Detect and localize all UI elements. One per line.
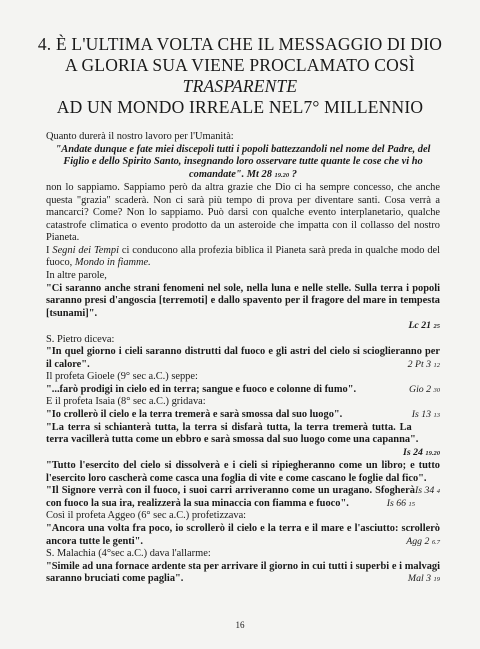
quote-isaiah-13-text: "Io crollerò il cielo e la terra tremerà e sarà smossa dal suo luogo". [46, 409, 343, 421]
paragraph-1: non lo sappiamo. Sappiamo però da altra grazie che Dio ci ha sempre concesso, che anche questa "grazia" scaderà. Non ci sarà più tempo di prova per diventare santi. Cosa verrà a mancarci? Come? Non lo sappiamo. Può darsi con qualche evento interplanetario, qualche catastrofe climatica o evento prodotto da un asteroide che impatta con il collasso del nostro Pianeta. [46, 182, 440, 244]
title-line-2: A GLORIA SUA VIENE PROCLAMATO COSÌ [65, 55, 415, 75]
paragraph-2-a: I [46, 244, 53, 256]
malachi-intro: S. Malachia (4°sec a.C.) dava l'allarme: [46, 548, 211, 560]
quote-peter-ref-text: 2 Pt 3 [407, 358, 432, 370]
quote-matthew-ref-sub: 19.20 [274, 171, 290, 179]
quote-isaiah-13-ref-text: Is 13 [411, 409, 432, 421]
paragraph-2-c: ci conducono alla profezia biblica il Pianeta sarà preda in qualche modo del fuoco, [46, 244, 441, 269]
haggai-intro: Così il profeta Aggeo (6° sec a.C.) profetizzava: [46, 510, 247, 522]
quote-peter [46, 346, 440, 371]
quote-haggai [46, 523, 440, 548]
quote-luke-ref-text: Lc 21 [408, 320, 432, 332]
peter-intro: S. Pietro diceva: [46, 333, 115, 345]
joel-intro: Il profeta Gioele (9° sec a.C.) seppe: [46, 371, 198, 383]
quote-isaiah-34-ref [415, 485, 440, 499]
quote-malachi-text: "Simile ad una fornace ardente sta per arrivare il giorno in cui tutti i superbi e i malvagi saranno bruciati come paglia". [46, 560, 440, 585]
intro-line: Quanto durerà il nostro lavoro per l'Umanità: [46, 131, 234, 142]
quote-malachi [46, 561, 440, 586]
quote-isaiah-34-text: "Tutto l'esercito del cielo si dissolverà e i cieli si ripiegheranno come un libro; e tutto l'esercito loro cascherà come casca una foglia di vite e come cascano le foglie dal fico". [46, 460, 440, 484]
quote-peter-ref-sub: 12 [433, 361, 440, 369]
quote-isaiah-66-ref [387, 498, 415, 512]
body-text [46, 131, 440, 587]
quote-isaiah-34-ref-text: Is 34 [414, 485, 435, 497]
quote-luke-ref [46, 320, 440, 334]
quote-isaiah-34-ref-sub: 4 [436, 488, 440, 496]
paragraph-2-b: Segni dei Tempi [52, 244, 119, 256]
quote-joel-ref-sub: 30 [433, 386, 440, 394]
quote-isaiah-24-ref [46, 447, 440, 461]
quote-matthew-ref-tail: ? [291, 168, 297, 180]
chapter-title [20, 34, 460, 118]
quote-matthew-text: "Andate dunque e fate miei discepoli tutti i popoli battezzandoli nel nome del Padre, del Figlio e dello Spirito Santo, insegnando loro osservare tutte quante le cose che vi ho comandate". [55, 143, 431, 180]
in-other-words: In altre parole, [46, 270, 107, 282]
title-line-4: AD UN MONDO IRREALE NEL7° MILLENNIO [56, 97, 424, 117]
quote-isaiah-13-ref [412, 409, 440, 423]
quote-peter-ref [408, 359, 440, 373]
quote-matthew [46, 144, 440, 183]
quote-luke-text: "Ci saranno anche strani fenomeni nel sole, nella luna e nelle stelle. Sulla terra i popoli saranno presi d'angoscia [terremoti] e dallo spavento per il fragore del mare in tempesta [tsunami]". [46, 282, 440, 319]
quote-haggai-ref-text: Agg 2 [406, 535, 430, 547]
quote-joel-ref-text: Gio 2 [409, 383, 432, 395]
quote-isaiah-13 [46, 409, 440, 422]
title-line-3: TRASPARENTE [182, 76, 298, 96]
quote-isaiah-66-text: "Il Signore verrà con il fuoco, i suoi carri arriveranno come un uragano. Sfogherà con fuoco la sua ira, realizzerà la sua minaccia con fiamma e fuoco". [46, 485, 415, 509]
quote-malachi-ref [408, 573, 440, 587]
quote-malachi-ref-text: Mal 3 [407, 573, 432, 585]
quote-joel-text: "...farò prodigi in cielo ed in terra; sangue e fuoco e colonne di fumo". [46, 383, 357, 395]
quote-luke [46, 283, 440, 334]
quote-haggai-ref [406, 536, 440, 550]
quote-matthew-ref: Mt 28 [246, 168, 272, 180]
quote-joel [46, 384, 440, 397]
quote-luke-ref-sub: 25 [433, 323, 440, 331]
quote-joel-ref [409, 384, 440, 398]
quote-haggai-ref-sub: 6.7 [431, 538, 440, 546]
quote-isaiah-66-ref-sub: 15 [408, 500, 415, 508]
page-number: 16 [235, 620, 245, 630]
quote-isaiah-24-ref-sub: 19.20 [425, 449, 440, 457]
paragraph-2-d: Mondo in fiamme. [74, 257, 151, 269]
quote-isaiah-13-ref-sub: 13 [433, 412, 440, 420]
quote-malachi-ref-sub: 19 [433, 576, 440, 584]
quote-isaiah-66-ref-text: Is 66 [386, 497, 407, 509]
isaiah-intro: E il profeta Isaia (8° sec a.C.) gridava: [46, 396, 206, 408]
quote-isaiah-24-text: "La terra si schianterà tutta, la terra si disfarà tutta, la terra tremerà tutta. La terra vacillerà tutta come un ebbro e sarà smossa dal suo luogo come una capanna". [46, 421, 419, 446]
title-line-1: 4. È L'ULTIMA VOLTA CHE IL MESSAGGIO DI DIO [37, 34, 443, 54]
quote-isaiah-24-ref-text: Is 24 [403, 446, 423, 458]
paragraph-2 [46, 245, 440, 270]
quote-isaiah-66 [46, 485, 440, 510]
quote-peter-text: "In quel giorno i cieli saranno distrutti dal fuoco e gli astri del cielo si scioglieranno per il calore". [46, 346, 440, 370]
quote-isaiah-24 [46, 422, 440, 461]
quote-haggai-text: "Ancora una volta fra poco, io scrollerò il cielo e la terra e il mare e l'asciutto: scrollerò ancora tutte le genti". [46, 522, 440, 547]
